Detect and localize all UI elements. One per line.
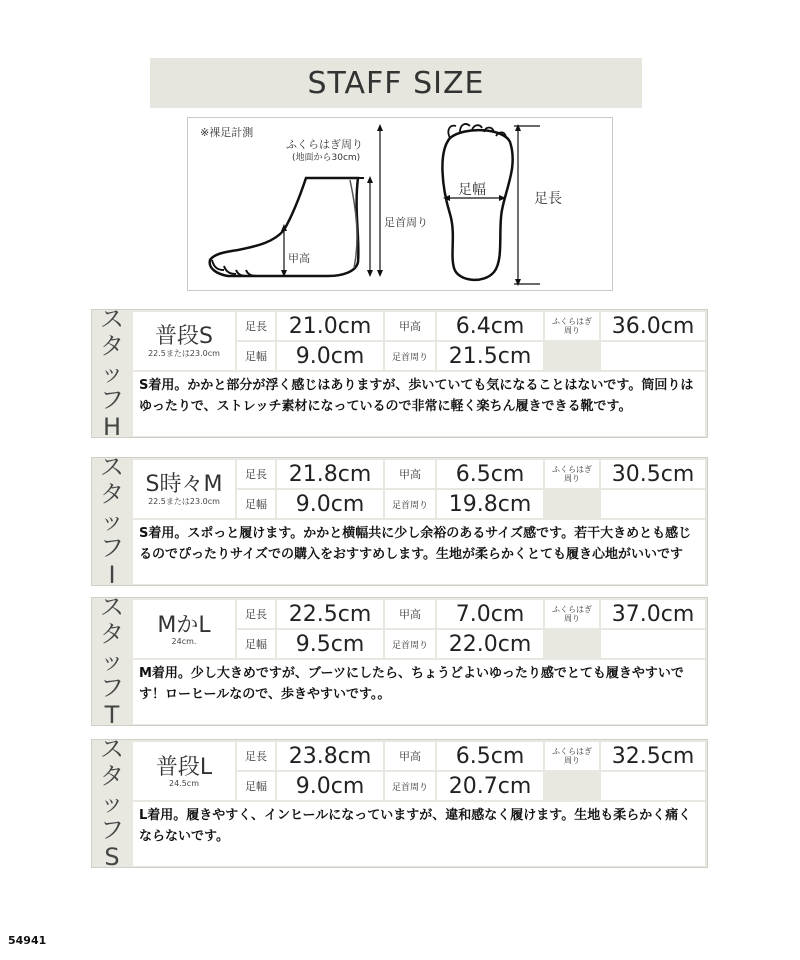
foot-width-label: 足幅: [237, 342, 275, 370]
width-label: 足幅: [458, 182, 486, 198]
instep-label: 甲高: [385, 312, 435, 340]
staff-name: ス タ ッ フ H: [100, 305, 124, 441]
foot-width-value: 9.0cm: [277, 772, 383, 800]
page-title: STAFF SIZE: [150, 58, 642, 108]
staff-card: [91, 453, 708, 589]
foot-width-value: 9.0cm: [277, 490, 383, 518]
measurement-diagram: [187, 117, 613, 291]
staff-name: ス タ ッ フ S: [100, 735, 124, 871]
empty-cell: [601, 772, 705, 800]
length-label: 足長: [534, 191, 562, 207]
calf-label: ふくらはぎ周り: [286, 138, 363, 151]
foot-width-value: 9.5cm: [277, 630, 383, 658]
calf-label: ふくらはぎ 周り: [545, 460, 599, 488]
calf-value: 37.0cm: [601, 600, 705, 628]
instep-label: 甲高: [385, 742, 435, 770]
foot-length-value: 21.0cm: [277, 312, 383, 340]
ankle-label: 足首周り: [385, 772, 435, 800]
ankle-label: 足首周り: [385, 342, 435, 370]
calf-label: ふくらはぎ 周り: [545, 742, 599, 770]
instep-value: 6.5cm: [437, 460, 543, 488]
foot-length-label: 足長: [237, 460, 275, 488]
foot-width-label: 足幅: [237, 490, 275, 518]
foot-length-label: 足長: [237, 312, 275, 340]
staff-card: [91, 735, 708, 871]
barefoot-note: ※裸足計測: [200, 126, 254, 139]
foot-length-label: 足長: [237, 600, 275, 628]
foot-length-value: 23.8cm: [277, 742, 383, 770]
empty-cell: [601, 342, 705, 370]
staff-card: [91, 593, 708, 729]
empty-cell: [601, 630, 705, 658]
empty-cell: [601, 490, 705, 518]
foot-width-label: 足幅: [237, 630, 275, 658]
ankle-value: 20.7cm: [437, 772, 543, 800]
product-code: 54941: [8, 934, 47, 947]
instep-label: 甲高: [288, 252, 310, 265]
ankle-label: 足首周り: [385, 490, 435, 518]
staff-comment: S着用。かかと部分が浮く感じはありますが、歩いていても気になることはないです。筒回りはゆったりで、ストレッチ素材になっているので非常に軽く楽ちん履きできる靴です。: [133, 372, 705, 436]
foot-length-value: 21.8cm: [277, 460, 383, 488]
foot-width-value: 9.0cm: [277, 342, 383, 370]
usual-size: MかL 24cm.: [133, 600, 235, 658]
usual-size: S時々M 22.5または23.0cm: [133, 460, 235, 518]
instep-label: 甲高: [385, 460, 435, 488]
staff-name: ス タ ッ フ T: [100, 593, 124, 729]
calf-value: 30.5cm: [601, 460, 705, 488]
staff-comment: M着用。少し大きめですが、ブーツにしたら、ちょうどよいゆったり感でとても履きやすいです！ローヒールなので、歩きやすいです。。: [133, 660, 705, 724]
staff-comment: L着用。履きやすく、インヒールになっていますが、違和感なく履けます。生地も柔らかく痛くならないです。: [133, 802, 705, 866]
instep-value: 7.0cm: [437, 600, 543, 628]
instep-value: 6.4cm: [437, 312, 543, 340]
foot-width-label: 足幅: [237, 772, 275, 800]
staff-card: [91, 305, 708, 441]
ankle-value: 19.8cm: [437, 490, 543, 518]
staff-name: ス タ ッ フ I: [100, 453, 124, 589]
ankle-label: 足首周り: [384, 216, 428, 229]
usual-size: 普段L 24.5cm: [133, 742, 235, 800]
ankle-value: 21.5cm: [437, 342, 543, 370]
foot-length-label: 足長: [237, 742, 275, 770]
instep-value: 6.5cm: [437, 742, 543, 770]
calf-value: 32.5cm: [601, 742, 705, 770]
calf-value: 36.0cm: [601, 312, 705, 340]
usual-size: 普段S 22.5または23.0cm: [133, 312, 235, 370]
staff-comment: S着用。スポっと履けます。かかと横幅共に少し余裕のあるサイズ感です。若干大きめとも感じるのでぴったりサイズでの購入をおすすめします。生地が柔らかくとても履き心地がいいです: [133, 520, 705, 584]
calf-label: ふくらはぎ 周り: [545, 312, 599, 340]
instep-label: 甲高: [385, 600, 435, 628]
calf-label: ふくらはぎ 周り: [545, 600, 599, 628]
ankle-value: 22.0cm: [437, 630, 543, 658]
foot-length-value: 22.5cm: [277, 600, 383, 628]
calf-sub-label: (地面から30cm): [292, 153, 361, 163]
ankle-label: 足首周り: [385, 630, 435, 658]
